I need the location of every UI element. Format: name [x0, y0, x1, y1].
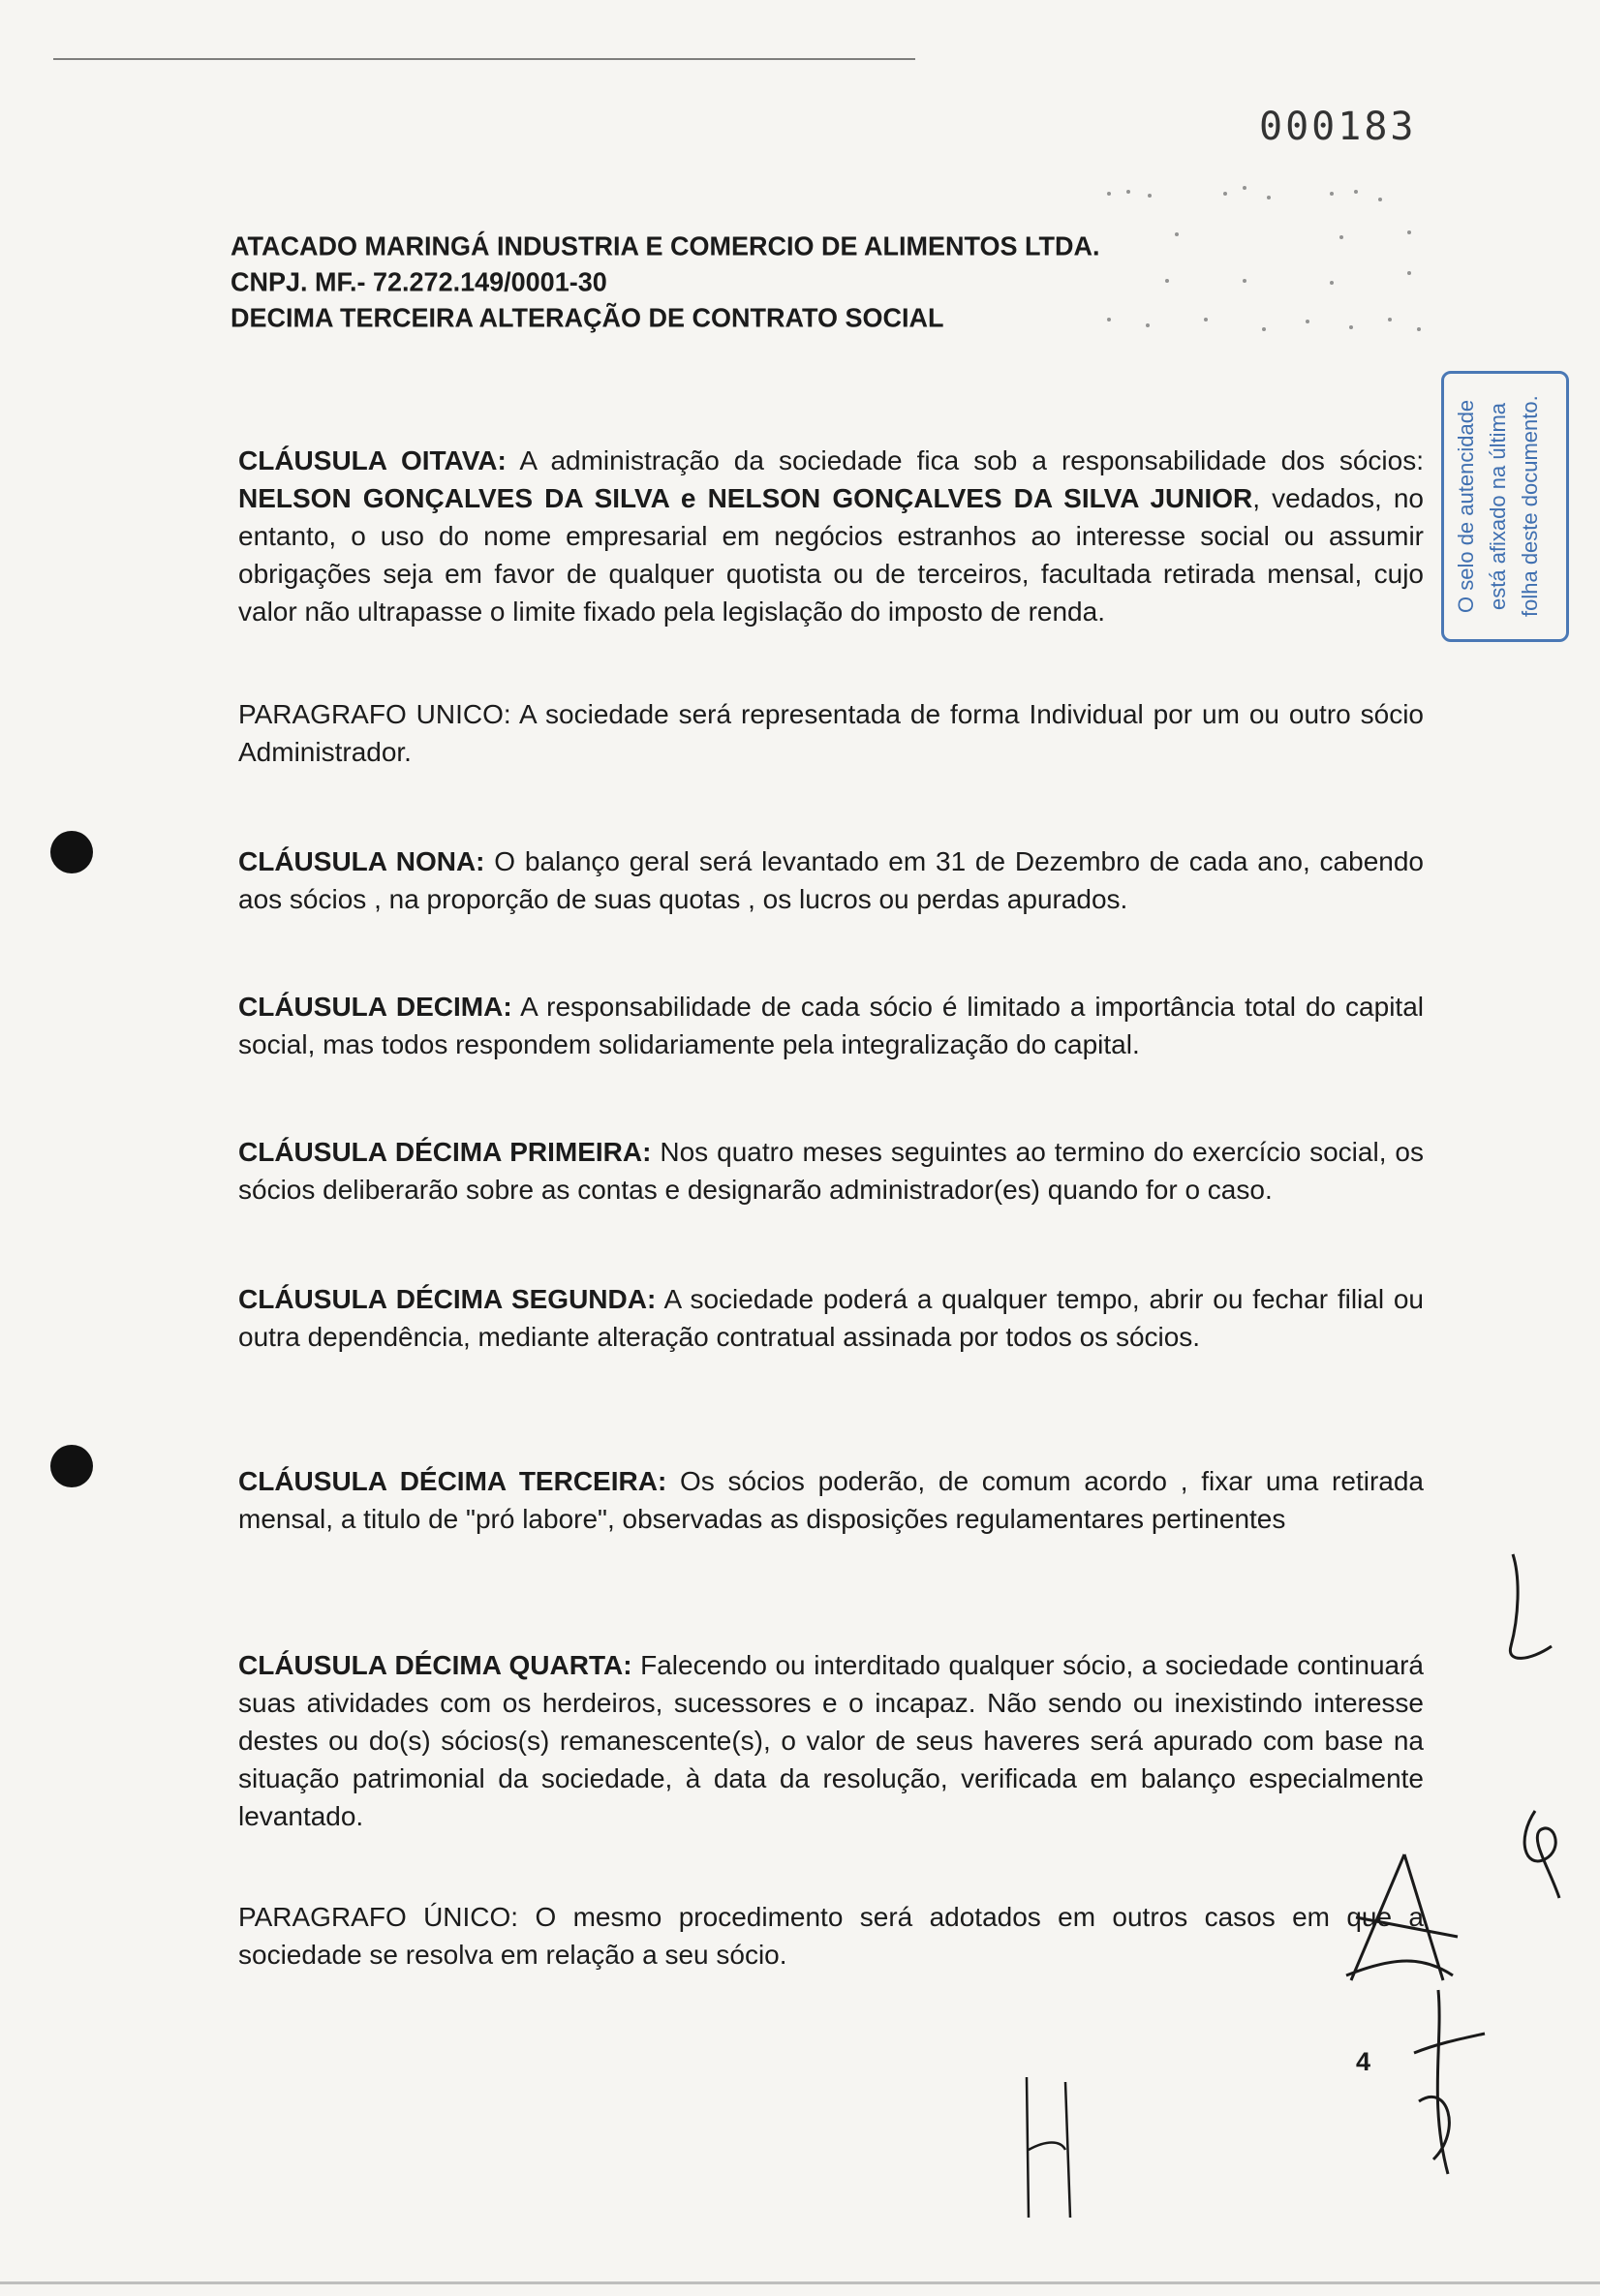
clause-tenth: [238, 988, 1424, 1063]
clause-title: CLÁUSULA DÉCIMA TERCEIRA:: [238, 1466, 667, 1496]
initial-signature: [1511, 1801, 1579, 1908]
clause-eighth-sole-paragraph: [238, 695, 1424, 771]
clause-text: A administração da sociedade fica sob a responsabilidade dos sócios:: [506, 445, 1424, 475]
page-number: 4: [1356, 2047, 1371, 2076]
clause-text: Nos quatro meses seguintes ao termino do exercício social, os sócios deliberarão sobre as contas e designarão administrador(es) quando for o caso.: [238, 1137, 1424, 1205]
authenticity-seal: O selo de autencidade está afixado na última folha deste documento.: [1441, 371, 1569, 642]
clause-ninth: [238, 842, 1424, 918]
clause-text: A sociedade poderá a qualquer tempo, abrir ou fechar filial ou outra dependência, mediante alteração contratual assinada por todos os sócios.: [238, 1284, 1425, 1352]
clause-title: CLÁUSULA DÉCIMA QUARTA:: [238, 1650, 632, 1680]
punch-hole: [50, 831, 93, 873]
clause-twelfth: [238, 1280, 1424, 1356]
paragraph-text: PARAGRAFO ÚNICO: O mesmo procedimento será adotados em outros casos em que a sociedade se resolva em relação a seu sócio.: [238, 1902, 1424, 1970]
clause-text: A responsabilidade de cada sócio é limitado a importância total do capital social, mas todos respondem solidariamente pela integralização do capital.: [238, 992, 1424, 1059]
initial-signature: [1337, 1850, 1462, 1985]
punch-hole: [50, 1445, 93, 1487]
initial-signature: [1492, 1549, 1559, 1675]
sequence-stamp: 000183: [1259, 105, 1417, 149]
document-header: [231, 229, 1296, 336]
company-name: ATACADO MARINGÁ INDUSTRIA E COMERCIO DE ALIMENTOS LTDA.: [231, 230, 1100, 261]
initial-signature: [1017, 2072, 1094, 2227]
clause-eighth: [238, 442, 1424, 630]
clause-text: O balanço geral será levantado em 31 de Dezembro de cada ano, cabendo aos sócios , na proporção de suas quotas , os lucros ou perdas apurados.: [238, 846, 1424, 914]
clause-thirteenth: [238, 1462, 1424, 1538]
initial-signature: [1409, 1985, 1487, 2179]
clause-eleventh: [238, 1133, 1424, 1209]
clause-text: , vedados, no entanto, o uso do nome empresarial em negócios estranhos ao interesse social ou assumir obrigações seja em favor de qualquer quotista ou de terceiros, facultada retirada mensal, cujo valor não ultrapasse o limite fixado pela legislação do imposto de renda.: [238, 483, 1424, 627]
clause-title: CLÁUSULA DECIMA:: [238, 992, 512, 1022]
clause-title: CLÁUSULA NONA:: [238, 846, 485, 876]
clause-fourteenth: [238, 1646, 1424, 1835]
bottom-rule: [0, 2281, 1600, 2284]
clause-fourteenth-sole-paragraph: [238, 1898, 1424, 1974]
clause-text: Os sócios poderão, de comum acordo , fixar uma retirada mensal, a titulo de "pró labore", observadas as disposições regulamentares pertinentes: [238, 1466, 1424, 1534]
paragraph-text: PARAGRAFO UNICO: A sociedade será representada de forma Individual por um ou outro sócio Administrador.: [238, 699, 1424, 767]
clause-title: CLÁUSULA OITAVA:: [238, 445, 507, 475]
clause-title: CLÁUSULA DÉCIMA SEGUNDA:: [238, 1284, 657, 1314]
document-title: DECIMA TERCEIRA ALTERAÇÃO DE CONTRATO SOCIAL: [231, 302, 944, 333]
clause-text: Falecendo ou interditado qualquer sócio, a sociedade continuará suas atividades com os herdeiros, sucessores e o incapaz. Não sendo ou inexistindo interesse destes ou do(s) sócios(s) remanescente(s), o valor de seus haveres será apurado com base na situação patrimonial da sociedade, à data da resolução, verificada em balanço especialmente levantado.: [238, 1650, 1424, 1831]
partner-names: NELSON GONÇALVES DA SILVA e NELSON GONÇALVES DA SILVA JUNIOR: [238, 483, 1253, 513]
top-rule: [53, 58, 915, 60]
cnpj-line: CNPJ. MF.- 72.272.149/0001-30: [231, 266, 607, 297]
clause-title: CLÁUSULA DÉCIMA PRIMEIRA:: [238, 1137, 652, 1167]
